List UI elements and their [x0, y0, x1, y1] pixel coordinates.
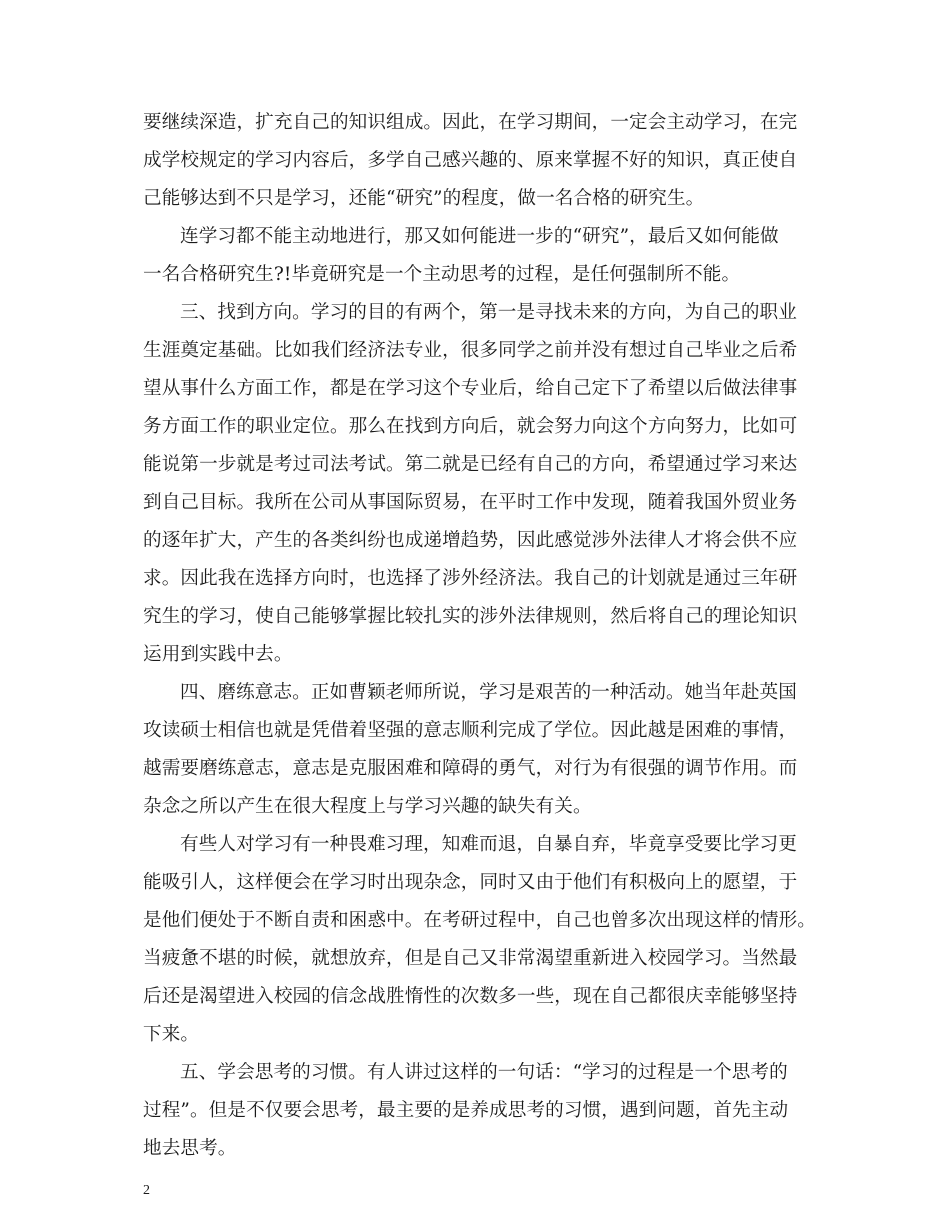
text-line: 求。因此我在选择方向时，也选择了涉外经济法。我自己的计划就是通过三年研	[143, 568, 798, 589]
text-line: 地去思考。	[143, 1138, 237, 1159]
text-line: 能说第一步就是考过司法考试。第二就是已经有自己的方向，希望通过学习来达	[143, 454, 798, 475]
text-line: 望从事什么方面工作，都是在学习这个专业后，给自己定下了希望以后做法律事	[143, 378, 798, 399]
text-line: 务方面工作的职业定位。那么在找到方向后，就会努力向这个方向努力，比如可	[143, 416, 798, 437]
text-line: 运用到实践中去。	[143, 644, 293, 665]
text-line: 生涯奠定基础。比如我们经济法专业，很多同学之前并没有想过自己毕业之后希	[143, 340, 798, 361]
paragraph-first-line: 三、找到方向。学习的目的有两个，第一是寻找未来的方向，为自己的职业	[180, 302, 797, 323]
paragraph-first-line: 五、学会思考的习惯。有人讲过这样的一句话：“学习的过程是一个思考的	[180, 1062, 788, 1083]
paragraph-first-line: 有些人对学习有一种畏难习理，知难而退，自暴自弃，毕竟享受要比学习更	[180, 834, 797, 855]
text-line: 攻读硕士相信也就是凭借着坚强的意志顺利完成了学位。因此越是困难的事情，	[143, 720, 798, 741]
text-line: 究生的学习，使自己能够掌握比较扎实的涉外法律规则，然后将自己的理论知识	[143, 606, 798, 627]
text-line: 己能够达到不只是学习，还能“研究”的程度，做一名合格的研究生。	[143, 188, 705, 209]
text-line: 杂念之所以产生在很大程度上与学习兴趣的缺失有关。	[143, 796, 592, 817]
text-line: 能吸引人，这样便会在学习时出现杂念，同时又由于他们有积极向上的愿望，于	[143, 872, 798, 893]
text-line: 过程”。但是不仅要会思考，最主要的是养成思考的习惯，遇到问题，首先主动	[143, 1100, 789, 1121]
page-number: 2	[143, 1183, 150, 1198]
text-line: 当疲惫不堪的时候，就想放弃，但是自己又非常渴望重新进入校园学习。当然最	[143, 948, 798, 969]
text-line: 成学校规定的学习内容后，多学自己感兴趣的、原来掌握不好的知识，真正使自	[143, 150, 798, 171]
text-line: 越需要磨练意志，意志是克服困难和障碍的勇气，对行为有很强的调节作用。而	[143, 758, 798, 779]
text-line: 要继续深造，扩充自己的知识组成。因此，在学习期间，一定会主动学习，在完	[143, 112, 798, 133]
text-line: 一名合格研究生?!毕竟研究是一个主动思考的过程，是任何强制所不能。	[143, 264, 741, 285]
text-line: 的逐年扩大，产生的各类纠纷也成递增趋势，因此感觉涉外法律人才将会供不应	[143, 530, 798, 551]
paragraph-first-line: 连学习都不能主动地进行，那又如何能进一步的“研究”，最后又如何能做	[180, 226, 779, 247]
text-line: 下来。	[143, 1024, 200, 1045]
paragraph-first-line: 四、磨练意志。正如曹颖老师所说，学习是艰苦的一种活动。她当年赴英国	[180, 682, 797, 703]
text-line: 后还是渴望进入校园的信念战胜惰性的次数多一些，现在自己都很庆幸能够坚持	[143, 986, 798, 1007]
text-line: 是他们便处于不断自责和困惑中。在考研过程中，自己也曾多次出现这样的情形。	[143, 910, 816, 931]
text-line: 到自己目标。我所在公司从事国际贸易，在平时工作中发现，随着我国外贸业务	[143, 492, 798, 513]
